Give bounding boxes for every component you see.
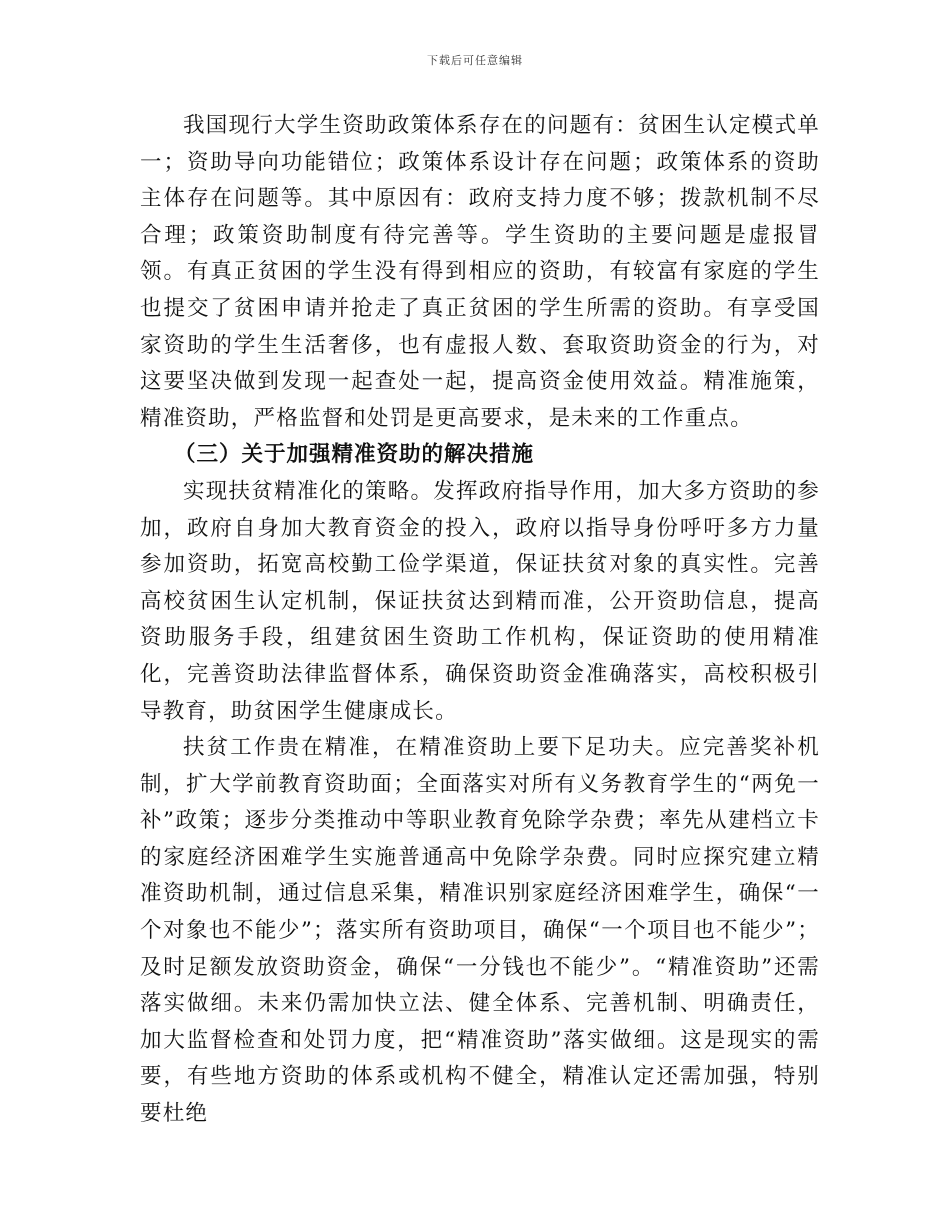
paragraph-strategy: 实现扶贫精准化的策略。发挥政府指导作用，加大多方资助的参加，政府自身加大教育资金的投入，政府以指导身份呼吁多方力量参加资助，拓宽高校勤工俭学渠道，保证扶贫对象的真实性。完善高校贫困生认定机制，保证扶贫达到精而准，公开资助信息，提高资助服务手段，组建贫困生资助工作机构，保证资助的使用精准化，完善资助法律监督体系，确保资助资金准确落实，高校积极引导教育，助贫困学生健康成长。 (140, 478, 820, 724)
paragraph-precision-aid: 扶贫工作贵在精准，在精准资助上要下足功夫。应完善奖补机制，扩大学前教育资助面；全面落实对所有义务教育学生的“两免一补”政策；逐步分类推动中等职业教育免除学杂费；率先从建档立卡的家庭经济困难学生实施普通高中免除学杂费。同时应探究建立精准资助机制，通过信息采集，精准识别家庭经济困难学生，确保“一个对象也不能少”；落实所有资助项目，确保“一个项目也不能少”；及时足额发放资助资金，确保“一分钱也不能少”。“精准资助”还需落实做细。未来仍需加快立法、健全体系、完善机制、明确责任，加大监督检查和处罚力度，把“精准资助”落实做细。这是现实的需要，有些地方资助的体系或机构不健全，精准认定还需加强，特别要杜绝 (140, 735, 820, 1127)
paragraph-problems: 我国现行大学生资助政策体系存在的问题有：贫困生认定模式单一；资助导向功能错位；政策体系设计存在问题；政策体系的资助主体存在问题等。其中原因有：政府支持力度不够；拨款机制不尽合理；政策资助制度有待完善等。学生资助的主要问题是虚报冒领。有真正贫困的学生没有得到相应的资助，有较富有家庭的学生也提交了贫困申请并抢走了真正贫困的学生所需的资助。有享受国家资助的学生生活奢侈，也有虚报人数、套取资助资金的行为，对这要坚决做到发现一起查处一起，提高资金使用效益。精准施策，精准资助，严格监督和处罚是更高要求，是未来的工作重点。 (140, 113, 820, 431)
section-heading: （三）关于加强精准资助的解决措施 (174, 442, 535, 468)
document-body (140, 108, 820, 1133)
page-header: 下载后可任意编辑 (427, 54, 523, 67)
